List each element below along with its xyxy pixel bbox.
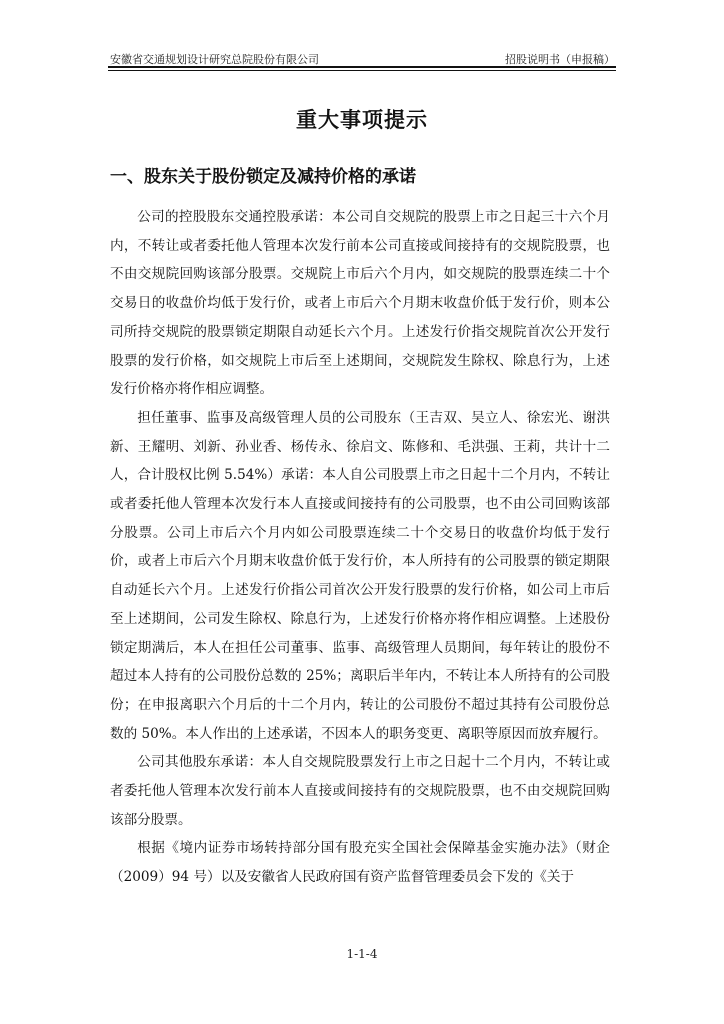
header-doc-type: 招股说明书（申报稿）: [505, 53, 615, 66]
header-company: 安徽省交通规划设计研究总院股份有限公司: [110, 53, 319, 66]
page-title: 重大事项提示: [296, 108, 428, 132]
section-body: [110, 203, 610, 892]
header-rule-thin: [108, 70, 616, 71]
page-number: 1-1-4: [346, 947, 378, 961]
header-rule: [108, 66, 616, 68]
paragraph-directors-shareholders: 担任董事、监事及高级管理人员的公司股东（王吉双、吴立人、徐宏光、谢洪新、王耀明、刘新、孙业香、杨传永、徐启文、陈修和、毛洪强、王莉，共计十二人，合计股权比例 5.54%）承诺：本人自公司股票上市之日起十二个月内，不转让或者委托他人管理本次发行本人直接或间接持有的公司股票，也不由公司回购该部分股票。公司上市后六个月内如公司股票连续二十个交易日的收盘价均低于发行价，或者上市后六个月期末收盘价低于发行价，本人所持有的公司股票的锁定期限自动延长六个月。上述发行价指公司首次公开发行股票的发行价格，如公司上市后至上述期间，公司发生除权、除息行为，上述发行价格亦将作相应调整。上述股份锁定期满后，本人在担任公司董事、监事、高级管理人员期间，每年转让的股份不超过本人持有的公司股份总数的 25%；离职后半年内，不转让本人所持有的公司股份；在申报离职六个月后的十二个月内，转让的公司股份不超过其持有公司股份总数的 50%。本人作出的上述承诺，不因本人的职务变更、离职等原因而放弃履行。: [110, 409, 610, 742]
paragraph-other-shareholders: 公司其他股东承诺：本人自交规院股票发行上市之日起十二个月内，不转让或者委托他人管理本次发行前本人直接或间接持有的交规院股票，也不由交规院回购该部分股票。: [110, 754, 610, 828]
paragraph-state-share-transfer: 根据《境内证券市场转持部分国有股充实全国社会保障基金实施办法》（财企（2009）94 号）以及安徽省人民政府国有资产监督管理委员会下发的《关于: [110, 840, 610, 886]
paragraph-controlling-shareholder: 公司的控股股东交通控股承诺：本公司自交规院的股票上市之日起三十六个月内，不转让或者委托他人管理本次发行前本公司直接或间接持有的交规院股票，也不由交规院回购该部分股票。交规院上市后六个月内，如交规院的股票连续二十个交易日的收盘价均低于发行价，或者上市后六个月期末收盘价低于发行价，则本公司所持交规院的股票锁定期限自动延长六个月。上述发行价指交规院首次公开发行股票的发行价格，如交规院上市后至上述期间，交规院发生除权、除息行为，上述发行价格亦将作相应调整。: [110, 209, 610, 398]
section-heading: 一、股东关于股份锁定及减持价格的承诺: [110, 167, 416, 187]
